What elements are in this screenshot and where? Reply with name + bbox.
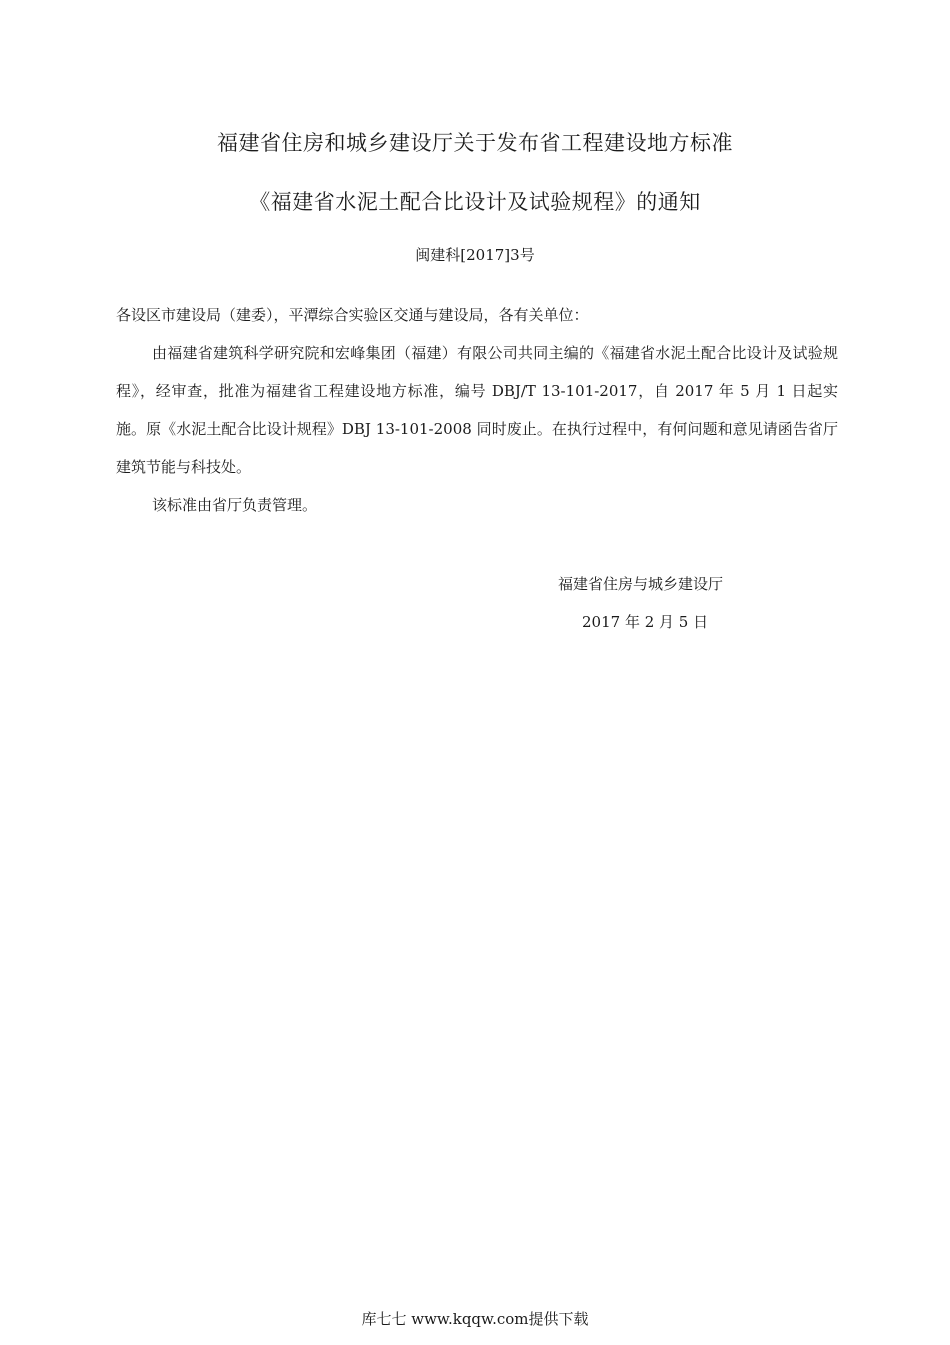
notice-body	[116, 296, 838, 524]
download-footer: 库七七 www.kqqw.com提供下载	[361, 1310, 589, 1328]
signature-date: 2017 年 2 月 5 日	[582, 613, 709, 631]
notice-title-line-2: 《福建省水泥土配合比设计及试验规程》的通知	[249, 190, 701, 214]
paragraph-management: 该标准由省厅负责管理。	[152, 496, 318, 514]
document-number: 闽建科[2017]3号	[415, 246, 535, 264]
salutation: 各设区市建设局（建委），平潭综合实验区交通与建设局，各有关单位：	[116, 306, 589, 324]
paragraph-main: 由福建省建筑科学研究院和宏峰集团（福建）有限公司共同主编的《福建省水泥土配合比设计及试验规程》，经审查，批准为福建省工程建设地方标准，编号 DBJ/T 13-101-2017，自 2017 年 5 月 1 日起实施。原《水泥土配合比设计规程》DBJ 13-101-2008 同时废止。在执行过程中，有何问题和意见请函告省厅建筑节能与科技处。	[116, 344, 838, 476]
notice-title-line-1: 福建省住房和城乡建设厅关于发布省工程建设地方标准	[217, 131, 733, 155]
signature-organization: 福建省住房与城乡建设厅	[558, 575, 724, 593]
